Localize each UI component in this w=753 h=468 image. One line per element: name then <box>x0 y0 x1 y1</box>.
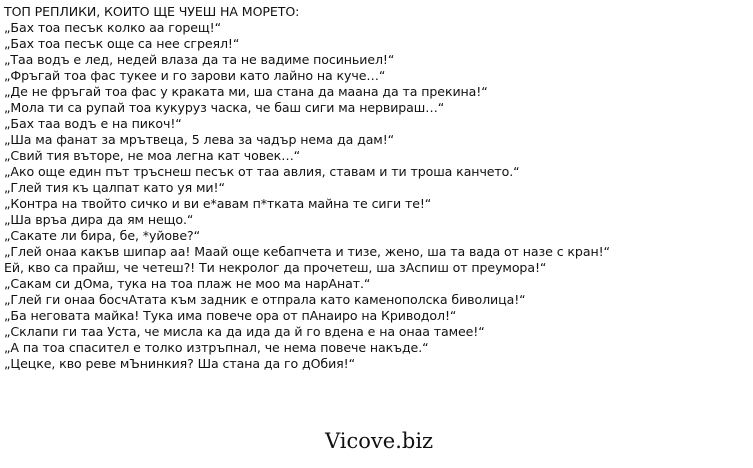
quote-line: „А па тоа спасител е толко изтръпнал, че нема повече накъде.“ <box>4 340 429 355</box>
quote-line: „Бах тоа песък още са нее сгреял!“ <box>4 36 240 51</box>
quote-line: „Таа водъ е лед, недей влаза да та не вадиме посиньиел!“ <box>4 52 395 67</box>
quotes-block <box>4 4 744 372</box>
site-watermark: Vicove.biz <box>325 429 434 453</box>
quote-line: „Глей ги онаа босчАтата към задник е отпрала като каменополска биволица!“ <box>4 292 526 307</box>
quote-line: „Глей онаа какъв шипар аа! Маай още кебапчета и тизе, жено, ша та вада от назе с кран!“ <box>4 244 610 259</box>
quote-line: „Склапи ги таа Уста, че мисла ка да ида да й го вдена е на онаа тамее!“ <box>4 324 485 339</box>
quote-line: „Фръгай тоа фас тукее и го зарови като лайно на куче…“ <box>4 68 386 83</box>
quote-line: „Свий тия въторе, не моа легна кат човек…“ <box>4 148 301 163</box>
page-title: ТОП РЕПЛИКИ, КОИТО ЩЕ ЧУЕШ НА МОРЕТО: <box>4 4 300 19</box>
quote-line: „Ако още един път тръснеш песък от таа авлия, ставам и ти троша канчето.“ <box>4 164 520 179</box>
quote-line: „Глей тия къ цалпат като уя ми!“ <box>4 180 225 195</box>
quote-line: „Сакате ли бира, бе, *уйове?“ <box>4 228 200 243</box>
quote-line: „Ша връа дира да ям нещо.“ <box>4 212 194 227</box>
quote-line: „Ша ма фанат за мрътвеца, 5 лева за чадър нема да дам!“ <box>4 132 395 147</box>
quote-line: „Бах таа водъ е на пикоч!“ <box>4 116 182 131</box>
quote-line: „Де не фръгай тоа фас у краката ми, ша стана да маана да та прекина!“ <box>4 84 488 99</box>
quote-line: Ей, кво са прайш, че четеш?! Ти некролог да прочетеш, ша зАспиш от преумора!“ <box>4 260 547 275</box>
quote-line: „Ба неговата майка! Тука има повече ора от пАнаиро на Криводол!“ <box>4 308 457 323</box>
quote-list <box>4 20 744 372</box>
quote-line: „Сакам си дОма, тука на тоа плаж не моо ма нарАнат.“ <box>4 276 371 291</box>
quote-line: „Цецке, кво реве мЪнинкия? Ша стана да го дОбия!“ <box>4 356 356 371</box>
quote-line: „Контра на твойто сичко и ви е*авам п*тката майна те сиги те!“ <box>4 196 432 211</box>
quote-line: „Бах тоа песък колко аа горещ!“ <box>4 20 222 35</box>
quote-line: „Мола ти са рупай тоа кукуруз часка, че баш сиги ма нервираш…“ <box>4 100 445 115</box>
